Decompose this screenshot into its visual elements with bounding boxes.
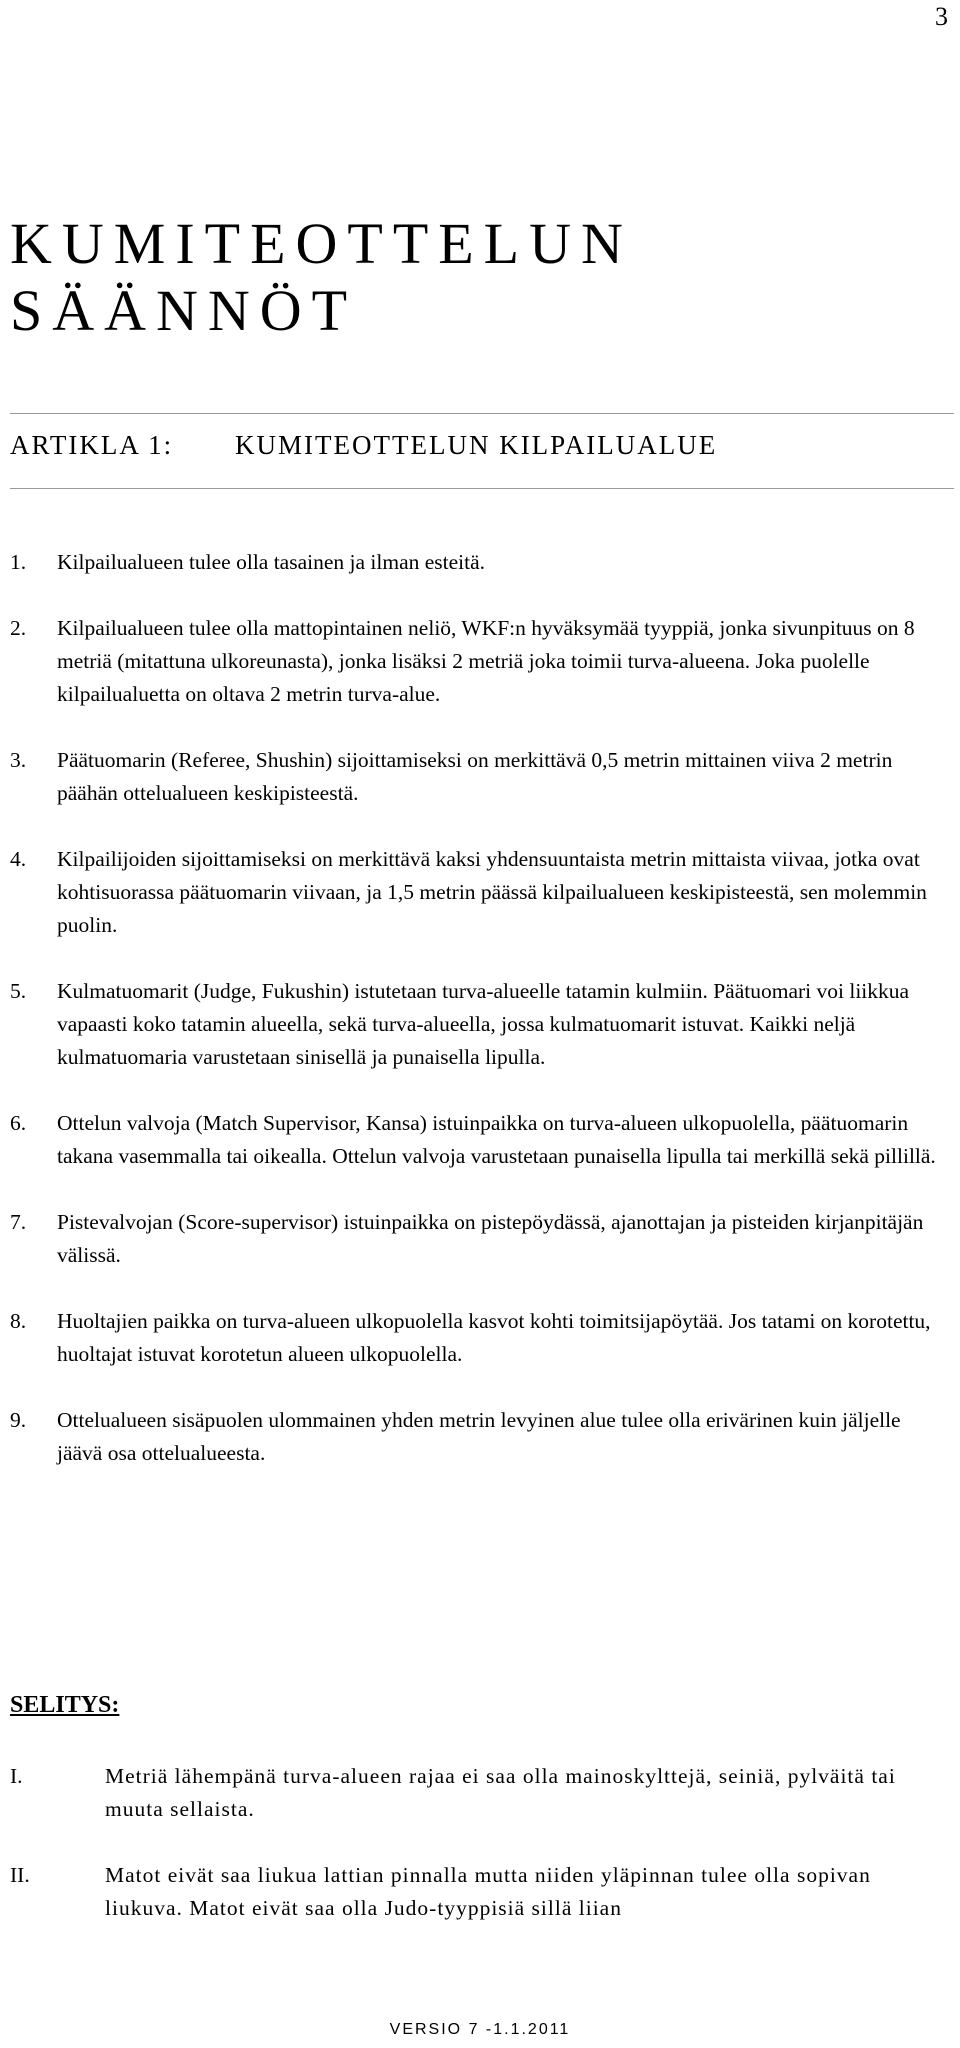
article-label: ARTIKLA 1: — [10, 430, 174, 460]
item-number: 5. — [10, 979, 27, 1003]
item-number: 9. — [10, 1408, 27, 1432]
item-number: 3. — [10, 748, 27, 772]
list-item — [10, 546, 950, 579]
list-item — [10, 1404, 950, 1470]
divider-top — [10, 413, 954, 414]
note-item — [10, 1859, 950, 1925]
item-text: Huoltajien paikka on turva-alueen ulkopuolella kasvot kohti toimitsijapöytää. Jos tatami on korotettu, huoltajat istuvat korotetun alueen ulkopuolella. — [57, 1309, 931, 1366]
selitys-heading: SELITYS: — [10, 1692, 120, 1718]
article-heading — [10, 430, 717, 461]
document-title — [10, 210, 930, 344]
item-text: Kulmatuomarit (Judge, Fukushin) istutetaan turva-alueelle tatamin kulmiin. Päätuomari voi liikkua vapaasti koko tatamin alueella, sekä turva-alueella, jossa kulmatuomarit istuvat. Kaikki neljä kulmatuomaria varustetaan sinisellä ja punaisella lipulla. — [57, 979, 910, 1069]
list-item — [10, 1305, 950, 1371]
note-number: I. — [10, 1764, 23, 1788]
page-number: 3 — [935, 2, 948, 31]
item-text: Pistevalvojan (Score-supervisor) istuinpaikka on pistepöydässä, ajanottajan ja pisteiden kirjanpitäjän välissä. — [57, 1210, 924, 1267]
article-title: KUMITEOTTELUN KILPAILUALUE — [235, 430, 718, 460]
item-text: Ottelualueen sisäpuolen ulommainen yhden metrin levyinen alue tulee olla erivärinen kuin jäljelle jäävä osa ottelualueesta. — [57, 1408, 901, 1465]
title-line-1: KUMITEOTTELUN — [10, 211, 633, 276]
item-number: 1. — [10, 550, 27, 574]
list-item — [10, 1107, 950, 1173]
item-text: Kilpailualueen tulee olla mattopintainen neliö, WKF:n hyväksymää tyyppiä, jonka sivunpituus on 8 metriä (mitattuna ulkoreunasta), jonka lisäksi 2 metriä joka toimii turva-alueena. Joka puolelle kilpailualuetta on oltava 2 metrin turva-alue. — [57, 616, 915, 706]
list-item — [10, 975, 950, 1074]
item-text: Päätuomarin (Referee, Shushin) sijoittamiseksi on merkittävä 0,5 metrin mittainen viiva 2 metrin päähän ottelualueen keskipisteestä. — [57, 748, 893, 805]
title-line-2: SÄÄNNÖT — [10, 278, 358, 343]
notes-list — [10, 1760, 950, 1958]
rules-list — [10, 546, 950, 1503]
list-item — [10, 744, 950, 810]
note-number: II. — [10, 1863, 30, 1887]
item-text: Ottelun valvoja (Match Supervisor, Kansa) istuinpaikka on turva-alueen ulkopuolella, päätuomarin takana vasemmalla tai oikealla. Ottelun valvoja varustetaan punaisella lipulla tai merkillä sekä pillillä. — [57, 1111, 936, 1168]
item-number: 8. — [10, 1309, 27, 1333]
item-number: 7. — [10, 1210, 27, 1234]
note-item — [10, 1760, 950, 1826]
divider-bottom — [10, 488, 954, 489]
item-number: 2. — [10, 616, 27, 640]
list-item — [10, 1206, 950, 1272]
note-text: Metriä lähempänä turva-alueen rajaa ei saa olla mainoskylttejä, seiniä, pylväitä tai muuta sellaista. — [105, 1764, 896, 1821]
item-text: Kilpailijoiden sijoittamiseksi on merkittävä kaksi yhdensuuntaista metrin mittaista viivaa, jotka ovat kohtisuorassa päätuomarin viivaan, ja 1,5 metrin päässä kilpailualueen keskipisteestä, sen molemmin puolin. — [57, 847, 927, 937]
item-number: 6. — [10, 1111, 27, 1135]
item-number: 4. — [10, 847, 27, 871]
item-text: Kilpailualueen tulee olla tasainen ja ilman esteitä. — [57, 550, 486, 574]
list-item — [10, 843, 950, 942]
note-text: Matot eivät saa liukua lattian pinnalla mutta niiden yläpinnan tulee olla sopivan liukuva. Matot eivät saa olla Judo-tyyppisiä sillä liian — [105, 1863, 871, 1920]
list-item — [10, 612, 950, 711]
footer-version: VERSIO 7 -1.1.2011 — [389, 2021, 571, 2038]
